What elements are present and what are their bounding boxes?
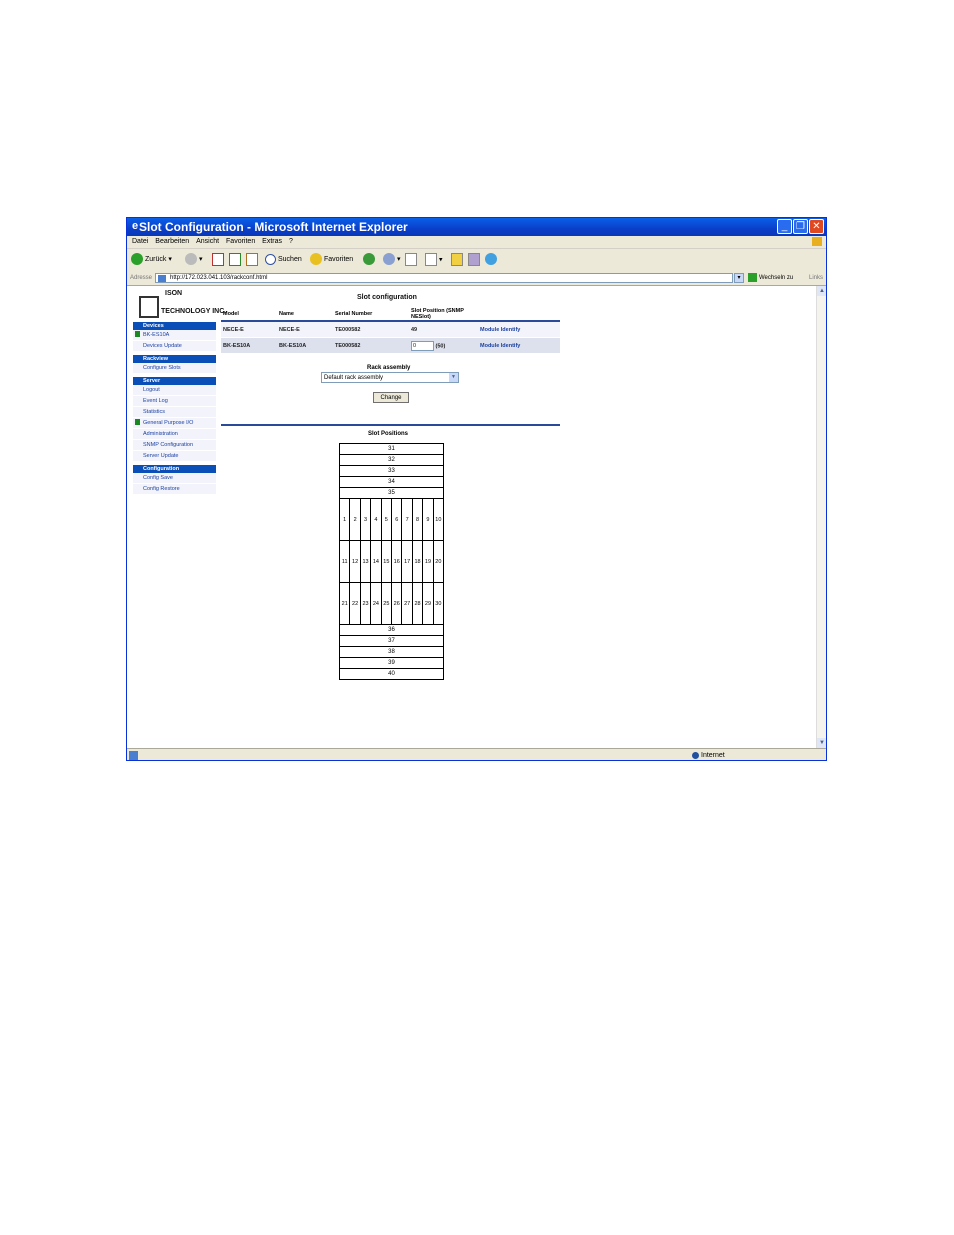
refresh-button[interactable] <box>229 253 241 267</box>
page-content <box>127 286 816 748</box>
slot-17[interactable]: 17 <box>402 541 412 582</box>
minimize-button[interactable]: _ <box>777 219 792 234</box>
search-icon <box>265 254 276 265</box>
slot-13[interactable]: 13 <box>361 541 371 582</box>
stop-button[interactable] <box>212 253 224 267</box>
slot-26[interactable]: 26 <box>392 583 402 624</box>
home-button[interactable] <box>246 253 258 267</box>
slot-18[interactable]: 18 <box>413 541 423 582</box>
close-button[interactable]: ✕ <box>809 219 824 234</box>
slot-12[interactable]: 12 <box>350 541 360 582</box>
toolbar <box>127 249 826 272</box>
nav-header-devices: Devices <box>133 322 216 330</box>
col-name: Name <box>277 308 333 321</box>
slot-39[interactable]: 39 <box>340 658 443 669</box>
nav-item-server-update[interactable]: Server Update <box>133 451 216 462</box>
address-label: Adresse <box>130 275 153 281</box>
cell-name: NECE-E <box>277 321 333 338</box>
slot-16[interactable]: 16 <box>392 541 402 582</box>
forward-button[interactable]: ▾ <box>185 253 203 267</box>
slot-38[interactable]: 38 <box>340 647 443 658</box>
col-model: Model <box>221 308 277 321</box>
scroll-down-icon[interactable]: ▼ <box>817 738 827 748</box>
page-status-icon <box>129 751 138 760</box>
ie-icon: e <box>131 220 139 232</box>
nav-item-event-log[interactable]: Event Log <box>133 396 216 407</box>
scroll-up-icon[interactable]: ▲ <box>817 286 827 296</box>
edit-button[interactable]: ▾ <box>425 253 442 267</box>
messenger-icon <box>485 253 497 265</box>
cell-name: BK-ES10A <box>277 338 333 354</box>
address-dropdown-button[interactable]: ▾ <box>734 273 744 283</box>
restore-button[interactable]: ❐ <box>793 219 808 234</box>
module-identify-link[interactable]: Module Identify <box>480 326 521 333</box>
back-arrow-icon <box>131 253 143 265</box>
menu-bearbeiten[interactable]: Bearbeiten <box>155 238 190 245</box>
print-button[interactable] <box>405 253 417 267</box>
slot-5[interactable]: 5 <box>382 499 392 540</box>
slot-10[interactable]: 10 <box>435 516 442 523</box>
links-button[interactable]: Links <box>808 275 823 281</box>
slot-20[interactable]: 20 <box>435 558 442 565</box>
go-button[interactable] <box>748 273 793 283</box>
slot-29[interactable]: 29 <box>423 583 433 624</box>
chevron-down-icon[interactable]: ▼ <box>449 373 458 382</box>
slot-31[interactable]: 31 <box>340 444 443 455</box>
menu-ansicht[interactable]: Ansicht <box>196 238 220 245</box>
col-slot-position: Slot Position (SNMP NESlot) <box>409 308 478 321</box>
nav-item-configure-slots[interactable]: Configure Slots <box>133 363 216 374</box>
menu-extras[interactable]: Extras <box>262 238 283 245</box>
menu-bar <box>127 236 826 249</box>
search-button[interactable] <box>265 253 302 267</box>
research-button[interactable] <box>468 253 480 267</box>
cell-model: NECE-E <box>221 321 277 338</box>
slot-24[interactable]: 24 <box>371 583 381 624</box>
security-zone <box>692 749 725 761</box>
slot-25[interactable]: 25 <box>382 583 392 624</box>
back-button[interactable]: Zurück ▾ <box>131 253 172 267</box>
slot-6[interactable]: 6 <box>392 499 402 540</box>
slot-4[interactable]: 4 <box>371 499 381 540</box>
address-input[interactable] <box>155 273 733 283</box>
slot-position-input[interactable]: 0 <box>411 341 434 351</box>
slot-22[interactable]: 22 <box>350 583 360 624</box>
slot-1[interactable]: 1 <box>340 499 350 540</box>
go-label: Wechseln zu <box>759 275 794 282</box>
print-icon <box>405 253 417 266</box>
edit-icon <box>425 253 437 266</box>
rack-assembly-label: Rack assembly <box>367 365 411 371</box>
slot-37[interactable]: 37 <box>340 636 443 647</box>
stop-icon <box>212 253 224 266</box>
nav-item-logout[interactable]: Logout <box>133 385 216 396</box>
nav-item-devices-update[interactable]: Devices Update <box>133 341 216 352</box>
status-bar <box>127 748 826 761</box>
slot-grid-row <box>340 583 443 625</box>
slot-positions-title: Slot Positions <box>368 431 409 437</box>
history-icon <box>363 253 375 265</box>
logo-line1: ISON <box>165 290 183 297</box>
favorites-button[interactable] <box>310 253 353 267</box>
window-title: Slot Configuration - Microsoft Internet Explorer <box>139 220 408 234</box>
rack-assembly-value: Default rack assembly <box>324 375 384 381</box>
logo-frame <box>139 296 159 318</box>
sidebar-nav <box>133 322 216 495</box>
slot-2[interactable]: 2 <box>350 499 360 540</box>
mail-button[interactable]: ▾ <box>383 253 401 267</box>
title-bar <box>127 218 826 236</box>
star-icon <box>310 253 322 265</box>
col-action <box>478 308 560 321</box>
cell-slot: 49 <box>409 321 478 338</box>
slot-21[interactable]: 21 <box>340 583 350 624</box>
slot-14[interactable]: 14 <box>371 541 381 582</box>
change-button[interactable]: Change <box>373 392 409 403</box>
slot-positions-rack <box>339 443 444 680</box>
page-icon <box>158 275 166 282</box>
go-arrow-icon <box>748 273 757 282</box>
nav-item-config-save[interactable]: Config Save <box>133 473 216 484</box>
slot-30[interactable]: 30 <box>435 600 442 607</box>
cell-serial: TE000582 <box>333 321 409 338</box>
zone-label: Internet <box>701 752 725 759</box>
nav-header-server: Server <box>133 377 216 385</box>
back-label: Zurück <box>145 256 167 263</box>
home-icon <box>246 253 258 266</box>
nav-header-rackview: Rackview <box>133 355 216 363</box>
messenger-button[interactable] <box>485 253 499 267</box>
slot-9[interactable]: 9 <box>423 499 433 540</box>
table-row <box>221 321 560 338</box>
slot-34[interactable]: 34 <box>340 477 443 488</box>
logo-line2: TECHNOLOGY INC. <box>161 308 227 315</box>
slot-27[interactable]: 27 <box>402 583 412 624</box>
nav-item-snmp-configuration[interactable]: SNMP Configuration <box>133 440 216 451</box>
slot-grid-row <box>340 499 443 541</box>
search-label: Suchen <box>278 256 302 263</box>
rack-assembly-select[interactable] <box>321 372 459 383</box>
mail-icon <box>383 253 395 265</box>
forward-arrow-icon <box>185 253 197 265</box>
nav-item-general-purpose-io[interactable]: General Purpose I/O <box>133 418 216 429</box>
cell-model: BK-ES10A <box>221 338 277 354</box>
nav-item-administration[interactable]: Administration <box>133 429 216 440</box>
history-button[interactable] <box>363 253 377 267</box>
slot-33[interactable]: 33 <box>340 466 443 477</box>
table-row <box>221 338 560 354</box>
nav-header-configuration: Configuration <box>133 465 216 473</box>
slot-note: (50) <box>435 342 446 349</box>
browser-window <box>126 217 827 761</box>
slot-11[interactable]: 11 <box>340 541 350 582</box>
menu-help[interactable]: ? <box>288 238 293 245</box>
slot-28[interactable]: 28 <box>413 583 423 624</box>
nav-item-statistics[interactable]: Statistics <box>133 407 216 418</box>
cell-slot <box>409 338 478 354</box>
cell-serial: TE000582 <box>333 338 409 354</box>
company-logo <box>139 290 227 320</box>
slot-32[interactable]: 32 <box>340 455 443 466</box>
nav-item-bk-es10a[interactable]: BK-ES10A <box>133 330 216 341</box>
slot-3[interactable]: 3 <box>361 499 371 540</box>
slot-19[interactable]: 19 <box>423 541 433 582</box>
windows-flag-icon <box>812 237 822 246</box>
slot-8[interactable]: 8 <box>413 499 423 540</box>
divider <box>221 424 560 426</box>
menu-datei[interactable]: Datei <box>132 238 149 245</box>
slot-grid-row <box>340 541 443 583</box>
vertical-scrollbar[interactable] <box>816 286 827 748</box>
module-identify-link[interactable]: Module Identify <box>480 342 521 349</box>
slot-7[interactable]: 7 <box>402 499 412 540</box>
slot-36[interactable]: 36 <box>340 625 443 636</box>
favorites-label: Favoriten <box>324 256 354 263</box>
page-title: Slot configuration <box>357 294 417 301</box>
slot-15[interactable]: 15 <box>382 541 392 582</box>
slot-23[interactable]: 23 <box>361 583 371 624</box>
slot-40[interactable]: 40 <box>388 671 395 677</box>
device-table <box>221 308 560 353</box>
research-icon <box>468 253 480 266</box>
notes-button[interactable] <box>451 253 463 267</box>
address-bar <box>127 271 826 286</box>
nav-item-config-restore[interactable]: Config Restore <box>133 484 216 495</box>
refresh-icon <box>229 253 241 266</box>
menu-favoriten[interactable]: Favoriten <box>226 238 256 245</box>
notes-icon <box>451 253 463 266</box>
address-url: http://172.023.041.103/rackconf.html <box>170 275 268 281</box>
slot-35[interactable]: 35 <box>340 488 443 499</box>
globe-icon <box>692 752 699 759</box>
col-serial: Serial Number <box>333 308 409 321</box>
